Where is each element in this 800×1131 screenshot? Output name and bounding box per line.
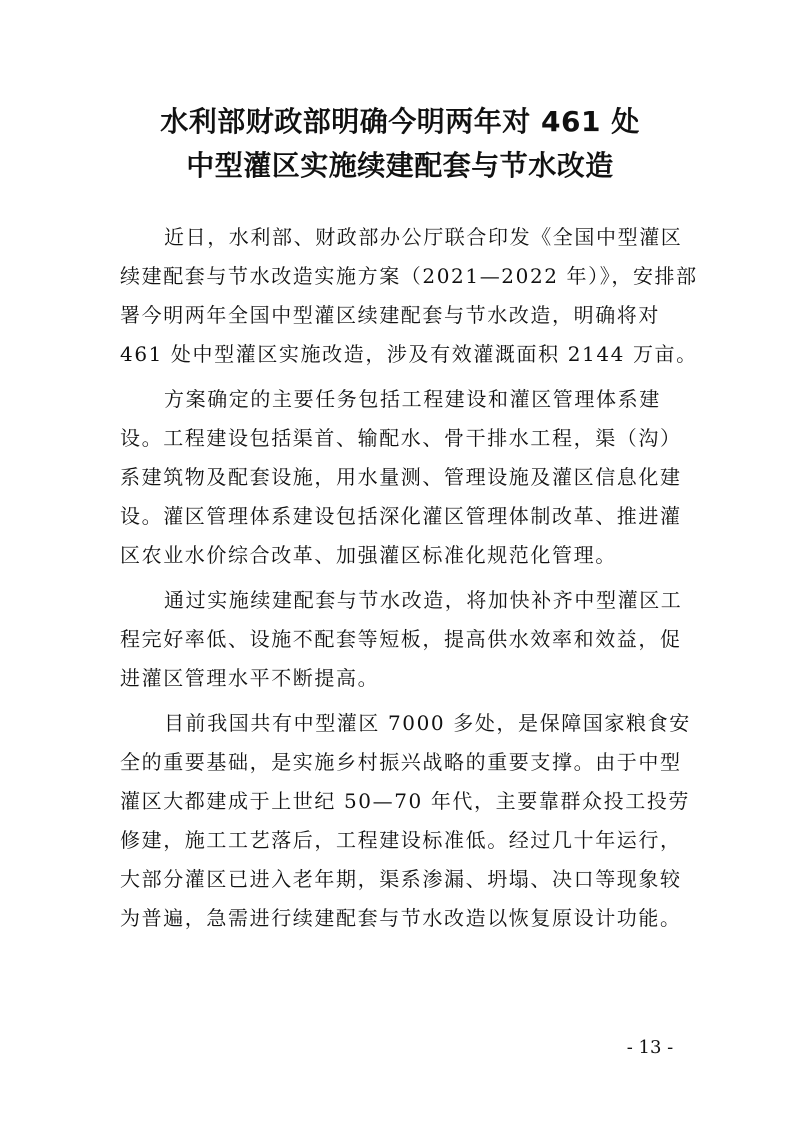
- paragraph-2: [120, 380, 682, 575]
- paragraph-line: 灌区大都建成于上世纪 50—70 年代，主要靠群众投工投劳: [120, 789, 691, 813]
- paragraph-line: 近日，水利部、财政部办公厅联合印发《全国中型灌区: [164, 225, 683, 249]
- paragraph-line: 设。工程建设包括渠首、输配水、骨干排水工程，渠（沟）: [120, 426, 682, 450]
- paragraph-line: 通过实施续建配套与节水改造，将加快补齐中型灌区工: [164, 588, 683, 612]
- title-line: 水利部财政部明确今明两年对 461 处: [160, 105, 640, 138]
- paragraph-line: 区农业水价综合改革、加强灌区标准化规范化管理。: [120, 543, 617, 567]
- paragraph-line: 全的重要基础，是实施乡村振兴战略的重要支撑。由于中型: [120, 750, 682, 774]
- paragraph-line: 续建配套与节水改造实施方案（2021—2022 年）》，安排部: [120, 264, 698, 288]
- paragraph-line: 系建筑物及配套设施，用水量测、管理设施及灌区信息化建: [120, 465, 682, 489]
- paragraph-line: 大部分灌区已进入老年期，渠系渗漏、坍塌、决口等现象较: [120, 867, 682, 891]
- document-body: [120, 218, 698, 944]
- title-line: 中型灌区实施续建配套与节水改造: [186, 149, 614, 182]
- paragraph-line: 方案确定的主要任务包括工程建设和灌区管理体系建: [164, 387, 661, 411]
- paragraph-1: [120, 218, 698, 374]
- document-title: [80, 100, 720, 188]
- paragraph-4: [120, 704, 691, 938]
- paragraph-line: 程完好率低、设施不配套等短板，提高供水效率和效益，促: [120, 627, 682, 651]
- paragraph-line: 署今明两年全国中型灌区续建配套与节水改造，明确将对: [120, 303, 660, 327]
- paragraph-line: 目前我国共有中型灌区 7000 多处，是保障国家粮食安: [164, 711, 691, 735]
- paragraph-line: 设。灌区管理体系建设包括深化灌区管理体制改革、推进灌: [120, 504, 682, 528]
- paragraph-line: 为普遍，急需进行续建配套与节水改造以恢复原设计功能。: [120, 906, 682, 930]
- paragraph-line: 修建，施工工艺落后，工程建设标准低。经过几十年运行，: [120, 828, 682, 852]
- paragraph-line: 进灌区管理水平不断提高。: [120, 666, 380, 690]
- paragraph-3: [120, 581, 682, 698]
- page-number: - 13 -: [626, 1037, 674, 1058]
- paragraph-line: 461 处中型灌区实施改造，涉及有效灌溉面积 2144 万亩。: [120, 342, 698, 366]
